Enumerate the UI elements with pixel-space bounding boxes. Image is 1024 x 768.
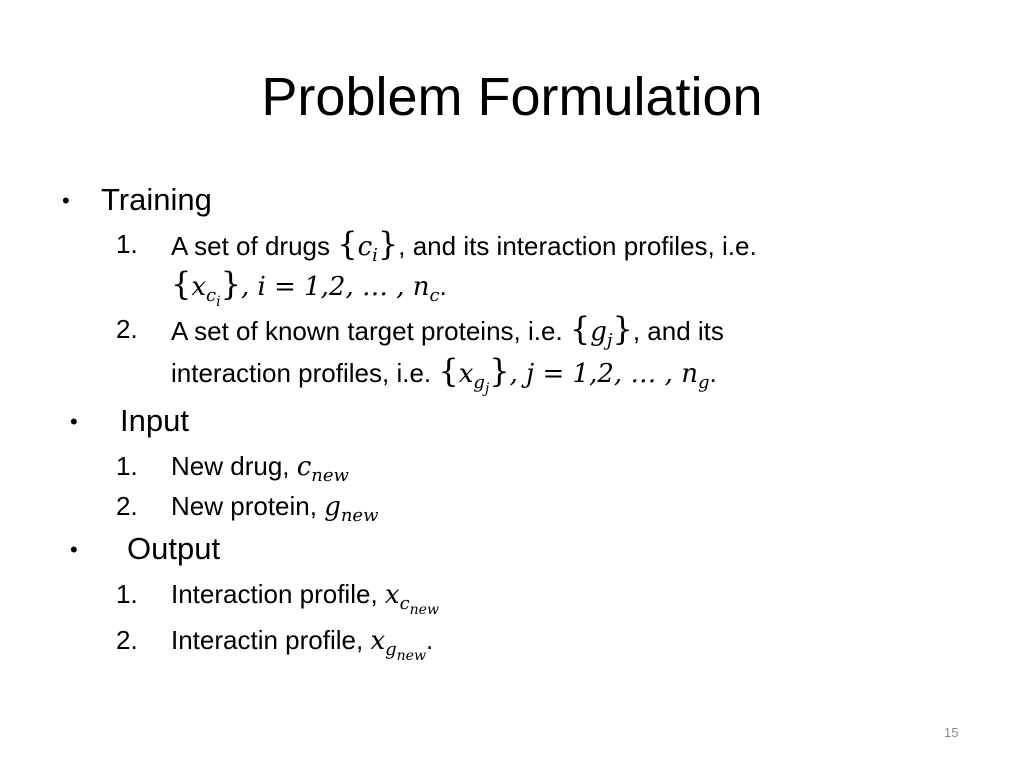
math-sub: g (385, 639, 397, 660)
input-heading: Input (120, 403, 189, 438)
training-item-2-number: 2. (116, 314, 138, 344)
output-item-2-text: Interactin profile, (171, 625, 371, 655)
brace-close: } (220, 265, 241, 303)
input-item-2-number: 2. (116, 491, 138, 521)
input-bullet: • (70, 409, 78, 434)
training-item-2-line2-text: interaction profiles, i.e. (171, 358, 439, 388)
slide-title: Problem Formulation (261, 67, 763, 127)
brace-close: } (489, 352, 510, 390)
math-range: , j = 1,2, … , n (509, 359, 698, 389)
brace-close: } (612, 310, 633, 348)
training-heading: Training (101, 182, 212, 217)
math-subsub: new (396, 648, 426, 664)
math-sub: i (372, 245, 378, 266)
math-sub: j (606, 330, 613, 351)
brace-open: { (569, 310, 591, 348)
math-subsub: i (216, 294, 221, 310)
math-end: . (425, 625, 434, 655)
page-number: 15 (944, 725, 959, 740)
brace-open: { (438, 352, 459, 390)
input-item-1 (171, 448, 349, 485)
math-sub: new (340, 505, 379, 526)
math-sub: new (311, 465, 349, 486)
math-end: . (709, 358, 717, 388)
math-var: x (370, 626, 386, 656)
math-subsub: j (484, 381, 490, 397)
brace-open: { (337, 225, 358, 263)
math-n-sub: c (429, 285, 440, 306)
training-item-2-text-b: , and its (632, 316, 724, 346)
math-var: c (296, 452, 312, 482)
math-n-sub: g (697, 372, 710, 393)
math-var: x (384, 580, 400, 610)
brace-open: { (171, 265, 192, 303)
training-item-2-text-a: A set of known target proteins, i.e. (171, 316, 570, 346)
math-var: g (324, 492, 341, 522)
math-range: , i = 1,2, … , n (240, 272, 430, 302)
math-end: . (439, 271, 447, 301)
training-item-1-number: 1. (116, 229, 138, 259)
training-item-1-line-1 (171, 226, 757, 265)
input-item-1-number: 1. (116, 451, 138, 481)
output-item-1-text: Interaction profile, (171, 579, 385, 609)
math-var: x (191, 272, 207, 302)
input-item-2-text: New protein, (171, 491, 325, 521)
math-sub: c (399, 593, 410, 614)
training-item-2-line-1 (171, 311, 724, 350)
math-subsub: new (409, 602, 439, 618)
input-item-2 (171, 488, 379, 525)
output-item-1 (171, 576, 439, 618)
output-bullet: • (70, 537, 78, 562)
training-item-1-text-b: , and its interaction profiles, i.e. (398, 231, 757, 261)
output-heading: Output (127, 531, 221, 566)
math-var: g (590, 317, 607, 347)
math-var: c (357, 232, 373, 262)
math-sub: c (206, 285, 217, 306)
training-bullet: • (62, 188, 70, 213)
output-item-2-number: 2. (116, 625, 138, 655)
input-item-1-text: New drug, (171, 451, 297, 481)
training-item-1-text-a: A set of drugs (171, 231, 338, 261)
brace-close: } (377, 225, 399, 263)
training-item-1-line-2 (171, 265, 447, 310)
math-var: x (458, 359, 474, 389)
training-item-2-line-2 (171, 352, 717, 397)
output-item-1-number: 1. (116, 579, 138, 609)
math-sub: g (473, 372, 485, 393)
output-item-2 (171, 622, 434, 664)
